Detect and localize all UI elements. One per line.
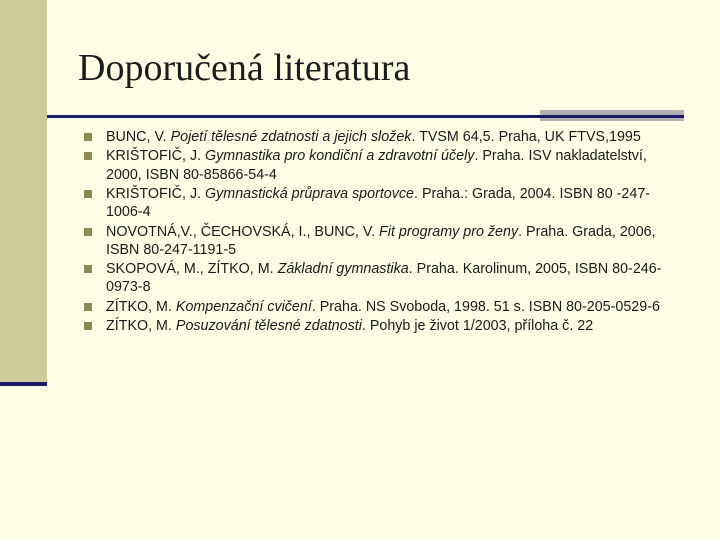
square-bullet-icon xyxy=(84,228,92,236)
slide-title: Doporučená literatura xyxy=(78,47,411,89)
left-band-accent-line xyxy=(0,382,47,386)
reference-details: . Praha. Karolinum, 2005, ISBN 80-246-0973-8 xyxy=(106,261,662,296)
reference-item xyxy=(84,317,684,335)
square-bullet-icon xyxy=(84,133,92,141)
reference-details: . Praha. ISV nakladatelství, 2000, ISBN 80-85866-54-4 xyxy=(106,148,647,183)
reference-list xyxy=(84,128,684,337)
reference-details: . Praha. Grada, 2006, ISBN 80-247-1191-5 xyxy=(106,223,656,258)
reference-authors: KRIŠTOFIČ, J. xyxy=(106,148,206,165)
reference-title: Gymnastická průprava sportovce xyxy=(205,185,415,202)
square-bullet-icon xyxy=(84,190,92,198)
left-decorative-band xyxy=(0,0,47,384)
reference-details: . Pohyb je život 1/2003, příloha č. 22 xyxy=(361,318,594,335)
square-bullet-icon xyxy=(84,322,92,330)
reference-item xyxy=(84,128,684,146)
reference-item xyxy=(84,260,684,296)
reference-authors: NOVOTNÁ,V., ČECHOVSKÁ, I., BUNC, V. xyxy=(106,223,380,240)
reference-title: Kompenzační cvičení xyxy=(175,298,312,315)
reference-authors: BUNC, V. xyxy=(106,129,171,145)
reference-title: Posuzování tělesné zdatnosti xyxy=(175,318,362,335)
reference-title: Základní gymnastika xyxy=(277,261,409,278)
reference-authors: ZÍTKO, M. xyxy=(106,318,176,335)
reference-title: Pojetí tělesné zdatnosti a jejich složek xyxy=(170,129,412,145)
reference-authors: ZÍTKO, M. xyxy=(106,298,176,315)
reference-title: Gymnastika pro kondiční a zdravotní účely xyxy=(205,148,475,165)
reference-item xyxy=(84,223,684,259)
reference-authors: KRIŠTOFIČ, J. xyxy=(106,185,206,202)
reference-authors: SKOPOVÁ, M., ZÍTKO, M. xyxy=(106,261,278,278)
reference-details: . Praha. NS Svoboda, 1998. 51 s. ISBN 80-205-0529-6 xyxy=(311,298,660,315)
reference-details: . Praha.: Grada, 2004. ISBN 80 -247-1006-4 xyxy=(106,185,651,221)
reference-item xyxy=(84,147,684,183)
square-bullet-icon xyxy=(84,152,92,160)
square-bullet-icon xyxy=(84,303,92,311)
reference-item xyxy=(84,298,684,316)
reference-item xyxy=(84,185,684,221)
reference-details: . TVSM 64,5. Praha, UK FTVS,1995 xyxy=(411,129,641,145)
square-bullet-icon xyxy=(84,265,92,273)
title-underline-gray-lower xyxy=(540,118,684,121)
reference-title: Fit programy pro ženy xyxy=(379,223,519,240)
